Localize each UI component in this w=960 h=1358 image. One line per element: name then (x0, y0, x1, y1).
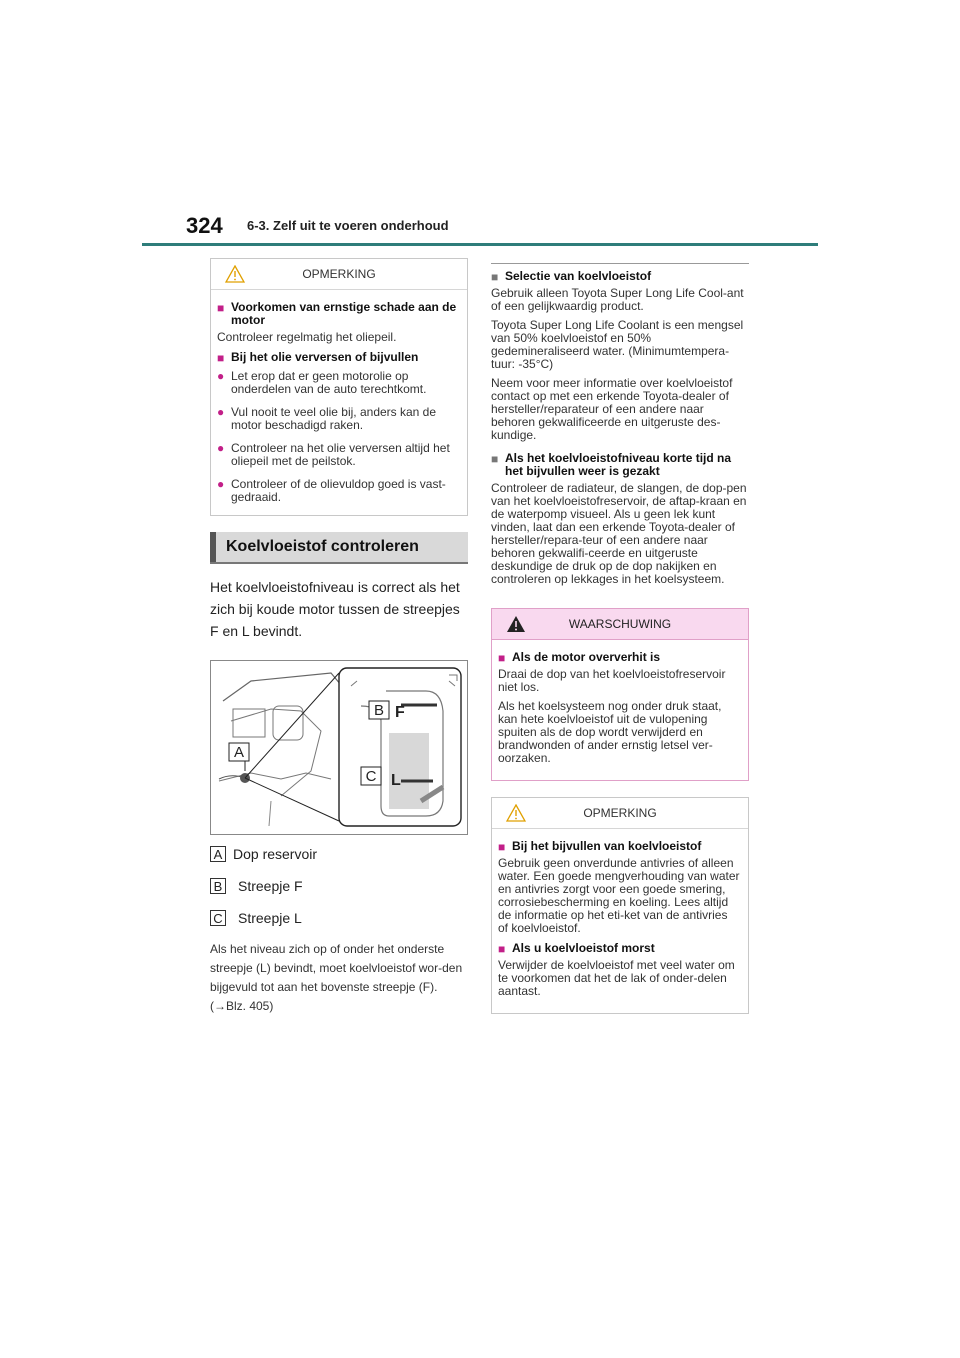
note-box-title: OPMERKING (302, 267, 376, 281)
figure-label-b: B (373, 702, 385, 719)
square-bullet-icon: ■ (491, 452, 499, 466)
callout-text: Streepje F (238, 878, 303, 894)
engine-bay-illustration (211, 661, 467, 834)
circle-bullet-icon: ● (217, 477, 225, 491)
note-box-title: OPMERKING (583, 806, 657, 820)
left-column (210, 258, 468, 1016)
warning-heading-overheat: ■ Als de motor oververhit is (498, 650, 661, 665)
square-bullet-icon: ■ (217, 351, 225, 365)
heading-coolant-drop: ■ Als het koelvloeistofniveau korte tijd na het bijvullen weer is gezakt (491, 451, 732, 478)
right-column (491, 263, 749, 1014)
figure-label-a: A (233, 744, 245, 761)
coolant-selection-p1: Gebruik alleen Toyota Super Long Life Cool-ant of een gelijkwaardig product. (491, 286, 744, 313)
callout-label: B (210, 878, 226, 894)
note-box-coolant (491, 797, 749, 1014)
intro-paragraph: Het koelvloeistofniveau is correct als het zich bij koude motor tussen de streepjes F en L bevindt. (210, 579, 460, 639)
header-rule (142, 243, 818, 246)
square-bullet-icon: ■ (491, 270, 499, 284)
note-box-body (211, 290, 467, 515)
note-box-oil (210, 258, 468, 516)
note-para-oil-level: Controleer regelmatig het oliepeil. (217, 330, 397, 344)
note-bullet: ● Controleer of de olievuldop goed is vast-gedraaid. (217, 477, 446, 504)
note-refill-p1: Gebruik geen onverdunde antivries of alleen water. Een goede mengverhouding van water en antivries zorgt voor een goede smering, corrosiebescherming en koeling. Lees altijd de informatie op het eti-ket van de antivries of koelvloeistof. (498, 856, 740, 935)
section-title-band (210, 532, 468, 562)
note-bullet: ● Let erop dat er geen motorolie op onderdelen van de auto terechtkomt. (217, 369, 427, 396)
note-bullet: ● Vul nooit te veel olie bij, anders kan de motor beschadigd raken. (217, 405, 437, 432)
warning-box-title: WAARSCHUWING (568, 617, 672, 631)
note-box-header (211, 259, 467, 290)
circle-bullet-icon: ● (217, 405, 225, 419)
coolant-drop-p1: Controleer de radiateur, de slangen, de dop-pen van het koelvloeistofreservoir, de aftap-kraan en de waterpomp visueel. Als u geen lek kunt vinden, laat dan een erkende Toyota-dealer of hersteller/repara-teur of een andere naar behoren gekwalifi-ceerde en uitgeruste deskundige de druk op de dop nakijken en controleren op lekkages in het koelsysteem. (491, 481, 747, 586)
square-bullet-icon: ■ (217, 301, 225, 315)
warning-box (491, 608, 749, 781)
callout-label: C (210, 910, 226, 926)
coolant-selection-p2: Toyota Super Long Life Coolant is een mengsel van 50% koelvloeistof en 50% gedemineraliseerd water. (Minimumtempera-tuur: -35°C) (491, 318, 744, 371)
note-box-header (492, 798, 748, 829)
square-bullet-icon: ■ (498, 840, 506, 854)
figure-label-c: C (365, 768, 377, 785)
note-spill-p2: Verwijder de koelvloeistof met veel water om te voorkomen dat het de lak of onder-delen aantast. (498, 958, 735, 998)
square-bullet-icon: ■ (498, 651, 506, 665)
warning-box-body (492, 640, 748, 780)
callout-b (210, 878, 468, 894)
column-top-rule (491, 263, 749, 264)
section-title: Koelvloeistof controleren (226, 538, 419, 555)
square-bullet-icon: ■ (498, 942, 506, 956)
figure-label-f: F (395, 704, 405, 721)
callout-text: Streepje L (238, 910, 302, 926)
circle-bullet-icon: ● (217, 369, 225, 383)
section-reference: 6-3. Zelf uit te voeren onderhoud (247, 218, 449, 233)
circle-bullet-icon: ● (217, 441, 225, 455)
note-heading-spill: ■ Als u koelvloeistof morst (498, 941, 655, 956)
callout-a (210, 846, 468, 862)
note-heading-oil-change: ■ Bij het olie verversen of bijvullen (217, 350, 419, 365)
note-heading-engine-damage: ■ Voorkomen van ernstige schade aan de motor (217, 300, 457, 327)
callout-label: A (210, 846, 226, 862)
refill-note: Als het niveau zich op of onder het onderste streepje (L) bevindt, moet koelvloeistof wor-den bijgevuld tot aan het bovenste streepje (F). (→Blz. 405) (210, 942, 463, 1013)
coolant-selection-p3: Neem voor meer informatie over koelvloeistof contact op met een erkende Toyota-dealer of hersteller/reparateur of een andere naar behoren gekwalificeerde en uitgeruste des-kundige. (491, 376, 733, 442)
coolant-reservoir-figure (210, 660, 468, 835)
callout-c (210, 910, 468, 926)
warning-box-header (492, 609, 748, 640)
heading-coolant-selection: ■ Selectie van koelvloeistof (491, 269, 652, 284)
section-title-rule (210, 562, 468, 564)
warning-p2: Als het koelsysteem nog onder druk staat, kan hete koelvloeistof uit de vulopening spuiten als de dop wordt verwijderd en brandwonden of ander ernstig letsel ver-oorzaken. (498, 699, 722, 765)
page-number: 324 (186, 213, 223, 238)
note-box-body (492, 829, 748, 1013)
note-heading-refill: ■ Bij het bijvullen van koelvloeistof (498, 839, 702, 854)
callout-text: Dop reservoir (233, 846, 318, 862)
warning-p1: Draai de dop van het koelvloeistofreservoir niet los. (498, 667, 726, 694)
note-bullet: ● Controleer na het olie verversen altijd het oliepeil met de peilstok. (217, 441, 450, 468)
figure-label-l: L (391, 772, 401, 789)
